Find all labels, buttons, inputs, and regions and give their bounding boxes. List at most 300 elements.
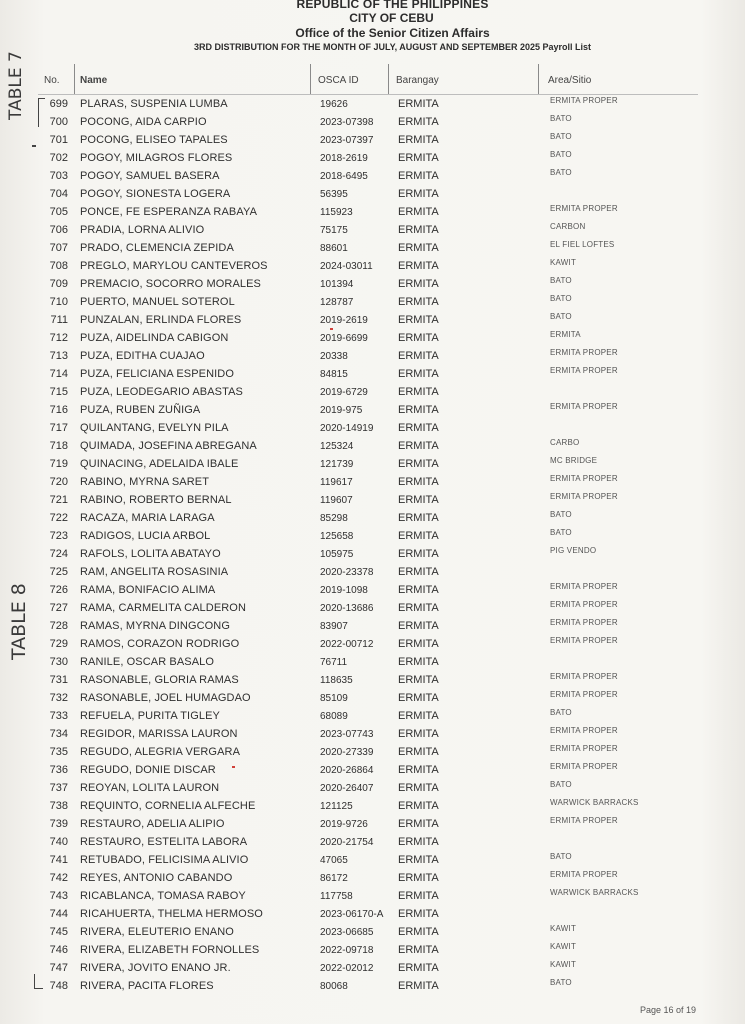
osca-id: 118635 xyxy=(320,675,353,686)
osca-id: 2023-07397 xyxy=(320,135,374,146)
osca-id: 2018-6495 xyxy=(320,171,368,182)
table-row xyxy=(0,330,745,348)
barangay: ERMITA xyxy=(398,422,439,434)
table-row xyxy=(0,474,745,492)
barangay: ERMITA xyxy=(398,710,439,722)
osca-id: 117758 xyxy=(320,891,353,902)
handwritten-bracket xyxy=(38,98,45,127)
area-sitio: ERMITA PROPER xyxy=(550,726,618,735)
osca-id: 19626 xyxy=(320,99,348,110)
column-divider xyxy=(74,64,75,94)
barangay: ERMITA xyxy=(398,980,439,992)
row-number: 715 xyxy=(49,386,68,398)
table-row xyxy=(0,870,745,888)
barangay: ERMITA xyxy=(398,818,439,830)
area-sitio: WARWICK BARRACKS xyxy=(550,798,639,807)
beneficiary-name: RABINO, ROBERTO BERNAL xyxy=(80,494,232,506)
table-row xyxy=(0,600,745,618)
area-sitio: EL FIEL LOFTES xyxy=(550,240,615,249)
osca-id: 119607 xyxy=(320,495,353,506)
area-sitio: BATO xyxy=(550,294,572,303)
area-sitio: ERMITA PROPER xyxy=(550,690,618,699)
barangay: ERMITA xyxy=(398,476,439,488)
area-sitio: BATO xyxy=(550,528,572,537)
beneficiary-name: POGOY, SIONESTA LOGERA xyxy=(80,188,231,200)
area-sitio: BATO xyxy=(550,168,572,177)
table-row xyxy=(0,276,745,294)
beneficiary-name: RESTAURO, ESTELITA LABORA xyxy=(80,836,248,848)
area-sitio: BATO xyxy=(550,510,572,519)
handwritten-tick xyxy=(32,145,36,147)
row-number: 729 xyxy=(49,638,68,650)
row-number: 744 xyxy=(49,908,68,920)
area-sitio: WARWICK BARRACKS xyxy=(550,888,639,897)
barangay: ERMITA xyxy=(398,224,439,236)
barangay: ERMITA xyxy=(398,98,439,110)
header-distribution: 3RD DISTRIBUTION FOR THE MONTH OF JULY, AUGUST AND SEPTEMBER 2025 Payroll List xyxy=(193,42,592,52)
osca-id: 2019-6699 xyxy=(320,333,368,344)
row-number: 724 xyxy=(49,548,68,560)
barangay: ERMITA xyxy=(398,386,439,398)
area-sitio: BATO xyxy=(550,708,572,717)
beneficiary-name: RANILE, OSCAR BASALO xyxy=(80,656,215,668)
barangay: ERMITA xyxy=(398,134,439,146)
beneficiary-name: POCONG, AIDA CARPIO xyxy=(80,116,207,128)
area-sitio: ERMITA PROPER xyxy=(550,474,618,483)
beneficiary-name: POGOY, SAMUEL BASERA xyxy=(80,170,220,182)
beneficiary-name: PUZA, EDITHA CUAJAO xyxy=(80,350,205,362)
row-number: 740 xyxy=(49,836,68,848)
osca-id: 20338 xyxy=(320,351,348,362)
barangay: ERMITA xyxy=(398,512,439,524)
table-row xyxy=(0,654,745,672)
table-row xyxy=(0,690,745,708)
osca-id: 105975 xyxy=(320,549,354,560)
osca-id: 2019-1098 xyxy=(320,585,368,596)
barangay: ERMITA xyxy=(398,368,439,380)
red-ink-mark xyxy=(330,328,333,330)
beneficiary-name: RICABLANCA, TOMASA RABOY xyxy=(80,890,246,902)
barangay: ERMITA xyxy=(398,782,439,794)
row-number: 738 xyxy=(49,800,68,812)
osca-id: 83907 xyxy=(320,621,348,632)
beneficiary-name: RIVERA, ELEUTERIO ENANO xyxy=(80,926,234,938)
area-sitio: BATO xyxy=(550,780,572,789)
osca-id: 86172 xyxy=(320,873,348,884)
row-number: 714 xyxy=(49,368,68,380)
osca-id: 2020-26407 xyxy=(320,783,374,794)
barangay: ERMITA xyxy=(398,278,439,290)
row-number: 732 xyxy=(49,692,68,704)
area-sitio: ERMITA xyxy=(550,330,581,339)
row-number: 703 xyxy=(49,170,68,182)
table-row xyxy=(0,240,745,258)
barangay: ERMITA xyxy=(398,926,439,938)
area-sitio: ERMITA PROPER xyxy=(550,870,618,879)
area-sitio: ERMITA PROPER xyxy=(550,96,618,105)
table-row xyxy=(0,942,745,960)
table-row xyxy=(0,402,745,420)
table-row xyxy=(0,852,745,870)
column-divider xyxy=(388,64,389,94)
row-number: 722 xyxy=(49,512,68,524)
row-number: 699 xyxy=(49,98,68,110)
table-row xyxy=(0,672,745,690)
beneficiary-name: REFUELA, PURITA TIGLEY xyxy=(80,710,220,722)
beneficiary-name: RASONABLE, GLORIA RAMAS xyxy=(80,674,239,686)
table-row xyxy=(0,186,745,204)
osca-id: 121125 xyxy=(320,801,353,812)
area-sitio: ERMITA PROPER xyxy=(550,636,618,645)
column-divider xyxy=(310,64,311,94)
beneficiary-name: RESTAURO, ADELIA ALIPIO xyxy=(80,818,225,830)
column-header-no: No. xyxy=(44,74,60,86)
osca-id: 84815 xyxy=(320,369,348,380)
osca-id: 2022-00712 xyxy=(320,639,374,650)
beneficiary-name: PLARAS, SUSPENIA LUMBA xyxy=(80,98,228,110)
osca-id: 80068 xyxy=(320,981,348,992)
beneficiary-name: POGOY, MILAGROS FLORES xyxy=(80,152,233,164)
area-sitio: CARBO xyxy=(550,438,580,447)
table-row xyxy=(0,348,745,366)
table-row xyxy=(0,834,745,852)
beneficiary-name: REOYAN, LOLITA LAURON xyxy=(80,782,220,794)
beneficiary-name: RIVERA, PACITA FLORES xyxy=(80,980,214,992)
table-row xyxy=(0,492,745,510)
row-number: 719 xyxy=(49,458,68,470)
table-row xyxy=(0,744,745,762)
area-sitio: BATO xyxy=(550,852,572,861)
area-sitio: ERMITA PROPER xyxy=(550,492,618,501)
barangay: ERMITA xyxy=(398,836,439,848)
beneficiary-name: PUZA, FELICIANA ESPENIDO xyxy=(80,368,234,380)
osca-id: 119617 xyxy=(320,477,353,488)
beneficiary-name: QUILANTANG, EVELYN PILA xyxy=(80,422,229,434)
osca-id: 75175 xyxy=(320,225,348,236)
beneficiary-name: RACAZA, MARIA LARAGA xyxy=(80,512,215,524)
table-row xyxy=(0,258,745,276)
row-number: 704 xyxy=(49,188,68,200)
area-sitio: CARBON xyxy=(550,222,586,231)
barangay: ERMITA xyxy=(398,152,439,164)
beneficiary-name: PRADO, CLEMENCIA ZEPIDA xyxy=(80,242,234,254)
osca-id: 101394 xyxy=(320,279,354,290)
beneficiary-name: PUZA, LEODEGARIO ABASTAS xyxy=(80,386,243,398)
table-row xyxy=(0,762,745,780)
barangay: ERMITA xyxy=(398,530,439,542)
osca-id: 2019-9726 xyxy=(320,819,368,830)
header-city: CITY OF CEBU xyxy=(349,11,434,25)
row-number: 707 xyxy=(49,242,68,254)
row-number: 742 xyxy=(49,872,68,884)
beneficiary-name: REQUINTO, CORNELIA ALFECHE xyxy=(80,800,256,812)
beneficiary-name: RABINO, MYRNA SARET xyxy=(80,476,210,488)
barangay: ERMITA xyxy=(398,188,439,200)
beneficiary-name: RAMA, CARMELITA CALDERON xyxy=(80,602,247,614)
osca-id: 2023-07398 xyxy=(320,117,374,128)
table-row xyxy=(0,132,745,150)
row-number: 728 xyxy=(49,620,68,632)
beneficiary-name: RADIGOS, LUCIA ARBOL xyxy=(80,530,211,542)
handwritten-bracket xyxy=(34,974,43,989)
beneficiary-name: RASONABLE, JOEL HUMAGDAO xyxy=(80,692,251,704)
table-row xyxy=(0,798,745,816)
row-number: 727 xyxy=(49,602,68,614)
area-sitio: BATO xyxy=(550,132,572,141)
beneficiary-name: QUIMADA, JOSEFINA ABREGANA xyxy=(80,440,257,452)
row-number: 720 xyxy=(49,476,68,488)
osca-id: 2020-14919 xyxy=(320,423,374,434)
table-row xyxy=(0,150,745,168)
barangay: ERMITA xyxy=(398,800,439,812)
beneficiary-name: RAMA, BONIFACIO ALIMA xyxy=(80,584,216,596)
barangay: ERMITA xyxy=(398,494,439,506)
beneficiary-name: POCONG, ELISEO TAPALES xyxy=(80,134,228,146)
osca-id: 2023-06685 xyxy=(320,927,374,938)
beneficiary-name: RAM, ANGELITA ROSASINIA xyxy=(80,566,229,578)
table-row xyxy=(0,960,745,978)
table-row xyxy=(0,582,745,600)
row-number: 710 xyxy=(49,296,68,308)
barangay: ERMITA xyxy=(398,170,439,182)
row-number: 721 xyxy=(49,494,68,506)
area-sitio: BATO xyxy=(550,312,572,321)
osca-id: 125658 xyxy=(320,531,354,542)
area-sitio: ERMITA PROPER xyxy=(550,744,618,753)
row-number: 743 xyxy=(49,890,68,902)
page-number: Page 16 of 19 xyxy=(640,1005,697,1015)
table-row xyxy=(0,114,745,132)
row-number: 713 xyxy=(49,350,68,362)
osca-id: 2018-2619 xyxy=(320,153,368,164)
area-sitio: KAWIT xyxy=(550,942,577,951)
row-number: 718 xyxy=(49,440,68,452)
barangay: ERMITA xyxy=(398,674,439,686)
table-row xyxy=(0,204,745,222)
red-ink-mark xyxy=(232,766,235,768)
beneficiary-name: RIVERA, ELIZABETH FORNOLLES xyxy=(80,944,260,956)
osca-id: 128787 xyxy=(320,297,354,308)
table-row xyxy=(0,564,745,582)
beneficiary-name: PUZA, AIDELINDA CABIGON xyxy=(80,332,229,344)
column-header-barangay: Barangay xyxy=(396,74,439,86)
table-row xyxy=(0,366,745,384)
table-row xyxy=(0,906,745,924)
row-number: 702 xyxy=(49,152,68,164)
row-number: 734 xyxy=(49,728,68,740)
barangay: ERMITA xyxy=(398,638,439,650)
area-sitio: ERMITA PROPER xyxy=(550,348,618,357)
table-row xyxy=(0,420,745,438)
osca-id: 85109 xyxy=(320,693,348,704)
barangay: ERMITA xyxy=(398,332,439,344)
osca-id: 2019-975 xyxy=(320,405,363,416)
header-rule xyxy=(38,94,698,95)
osca-id: 85298 xyxy=(320,513,348,524)
barangay: ERMITA xyxy=(398,656,439,668)
table-row xyxy=(0,168,745,186)
area-sitio: ERMITA PROPER xyxy=(550,204,618,213)
row-number: 706 xyxy=(49,224,68,236)
barangay: ERMITA xyxy=(398,962,439,974)
row-number: 736 xyxy=(49,764,68,776)
barangay: ERMITA xyxy=(398,890,439,902)
row-number: 737 xyxy=(49,782,68,794)
osca-id: 115923 xyxy=(320,207,353,218)
beneficiary-name: PRADIA, LORNA ALIVIO xyxy=(80,224,205,236)
beneficiary-name: REGUDO, ALEGRIA VERGARA xyxy=(80,746,241,758)
row-number: 711 xyxy=(50,314,68,326)
table-row xyxy=(0,312,745,330)
barangay: ERMITA xyxy=(398,602,439,614)
barangay: ERMITA xyxy=(398,296,439,308)
row-number: 745 xyxy=(49,926,68,938)
osca-id: 2024-03011 xyxy=(320,261,373,272)
barangay: ERMITA xyxy=(398,620,439,632)
beneficiary-name: RAMAS, MYRNA DINGCONG xyxy=(80,620,231,632)
table-row xyxy=(0,924,745,942)
beneficiary-name: RIVERA, JOVITO ENANO JR. xyxy=(80,962,231,974)
beneficiary-name: PUZA, RUBEN ZUÑIGA xyxy=(80,404,201,416)
barangay: ERMITA xyxy=(398,206,439,218)
row-number: 709 xyxy=(49,278,68,290)
barangay: ERMITA xyxy=(398,584,439,596)
beneficiary-name: REGIDOR, MARISSA LAURON xyxy=(80,728,238,740)
barangay: ERMITA xyxy=(398,764,439,776)
beneficiary-name: REYES, ANTONIO CABANDO xyxy=(80,872,233,884)
barangay: ERMITA xyxy=(398,854,439,866)
barangay: ERMITA xyxy=(398,242,439,254)
row-number: 701 xyxy=(49,134,68,146)
table-row xyxy=(0,636,745,654)
area-sitio: BATO xyxy=(550,114,572,123)
barangay: ERMITA xyxy=(398,350,439,362)
barangay: ERMITA xyxy=(398,260,439,272)
osca-id: 47065 xyxy=(320,855,348,866)
barangay: ERMITA xyxy=(398,314,439,326)
area-sitio: ERMITA PROPER xyxy=(550,402,618,411)
beneficiary-name: RICAHUERTA, THELMA HERMOSO xyxy=(80,908,263,920)
barangay: ERMITA xyxy=(398,908,439,920)
beneficiary-name: PREMACIO, SOCORRO MORALES xyxy=(80,278,261,290)
column-header-name: Name xyxy=(80,74,108,86)
table-row xyxy=(0,96,745,114)
barangay: ERMITA xyxy=(398,116,439,128)
area-sitio: BATO xyxy=(550,276,572,285)
table-row xyxy=(0,816,745,834)
row-number: 717 xyxy=(49,422,68,434)
barangay: ERMITA xyxy=(398,728,439,740)
row-number: 747 xyxy=(49,962,68,974)
osca-id: 2020-13686 xyxy=(320,603,374,614)
handwritten-table-7: TABLE 7 xyxy=(6,51,26,120)
barangay: ERMITA xyxy=(398,746,439,758)
barangay: ERMITA xyxy=(398,440,439,452)
row-number: 741 xyxy=(49,854,68,866)
area-sitio: MC BRIDGE xyxy=(550,456,598,465)
barangay: ERMITA xyxy=(398,944,439,956)
row-number: 705 xyxy=(49,206,68,218)
barangay: ERMITA xyxy=(398,404,439,416)
osca-id: 2019-6729 xyxy=(320,387,368,398)
area-sitio: KAWIT xyxy=(550,924,577,933)
row-number: 739 xyxy=(49,818,68,830)
osca-id: 2022-09718 xyxy=(320,945,374,956)
osca-id: 56395 xyxy=(320,189,348,200)
row-number: 735 xyxy=(49,746,68,758)
header-republic: REPUBLIC OF THE PHILIPPINES xyxy=(296,0,489,11)
area-sitio: ERMITA PROPER xyxy=(550,600,618,609)
header-office: Office of the Senior Citizen Affairs xyxy=(295,26,490,40)
table-row xyxy=(0,780,745,798)
table-row xyxy=(0,456,745,474)
area-sitio: ERMITA PROPER xyxy=(550,762,618,771)
table-row xyxy=(0,546,745,564)
column-header-area: Area/Sitio xyxy=(548,74,592,86)
table-row xyxy=(0,618,745,636)
beneficiary-name: QUINACING, ADELAIDA IBALE xyxy=(80,458,239,470)
table-row xyxy=(0,294,745,312)
osca-id: 2020-26864 xyxy=(320,765,374,776)
row-number: 731 xyxy=(49,674,68,686)
beneficiary-name: PONCE, FE ESPERANZA RABAYA xyxy=(80,206,258,218)
osca-id: 2020-23378 xyxy=(320,567,374,578)
osca-id: 2019-2619 xyxy=(320,315,368,326)
barangay: ERMITA xyxy=(398,548,439,560)
table-row xyxy=(0,222,745,240)
beneficiary-name: PUNZALAN, ERLINDA FLORES xyxy=(80,314,242,326)
barangay: ERMITA xyxy=(398,566,439,578)
table-row xyxy=(0,978,745,996)
table-row xyxy=(0,438,745,456)
table-row xyxy=(0,726,745,744)
row-number: 748 xyxy=(49,980,68,992)
row-number: 746 xyxy=(49,944,68,956)
osca-id: 2022-02012 xyxy=(320,963,374,974)
area-sitio: ERMITA PROPER xyxy=(550,672,618,681)
table-row xyxy=(0,510,745,528)
area-sitio: ERMITA PROPER xyxy=(550,582,618,591)
barangay: ERMITA xyxy=(398,458,439,470)
area-sitio: ERMITA PROPER xyxy=(550,816,618,825)
table-row xyxy=(0,384,745,402)
column-divider xyxy=(538,64,539,94)
area-sitio: BATO xyxy=(550,978,572,987)
row-number: 725 xyxy=(49,566,68,578)
column-header-osca-id: OSCA ID xyxy=(318,74,359,86)
row-number: 712 xyxy=(49,332,68,344)
osca-id: 121739 xyxy=(320,459,354,470)
osca-id: 68089 xyxy=(320,711,348,722)
row-number: 726 xyxy=(49,584,68,596)
table-row xyxy=(0,528,745,546)
osca-id: 76711 xyxy=(320,657,348,668)
area-sitio: KAWIT xyxy=(550,960,577,969)
osca-id: 2020-27339 xyxy=(320,747,374,758)
area-sitio: KAWIT xyxy=(550,258,577,267)
barangay: ERMITA xyxy=(398,692,439,704)
beneficiary-name: PREGLO, MARYLOU CANTEVEROS xyxy=(80,260,268,272)
beneficiary-name: RAMOS, CORAZON RODRIGO xyxy=(80,638,240,650)
table-row xyxy=(0,708,745,726)
handwritten-table-8: TABLE 8 xyxy=(8,583,30,660)
osca-id: 125324 xyxy=(320,441,354,452)
osca-id: 2023-06170-A xyxy=(320,909,384,920)
beneficiary-name: PUERTO, MANUEL SOTEROL xyxy=(80,296,235,308)
row-number: 708 xyxy=(49,260,68,272)
beneficiary-name: REGUDO, DONIE DISCAR xyxy=(80,764,216,776)
osca-id: 2020-21754 xyxy=(320,837,374,848)
